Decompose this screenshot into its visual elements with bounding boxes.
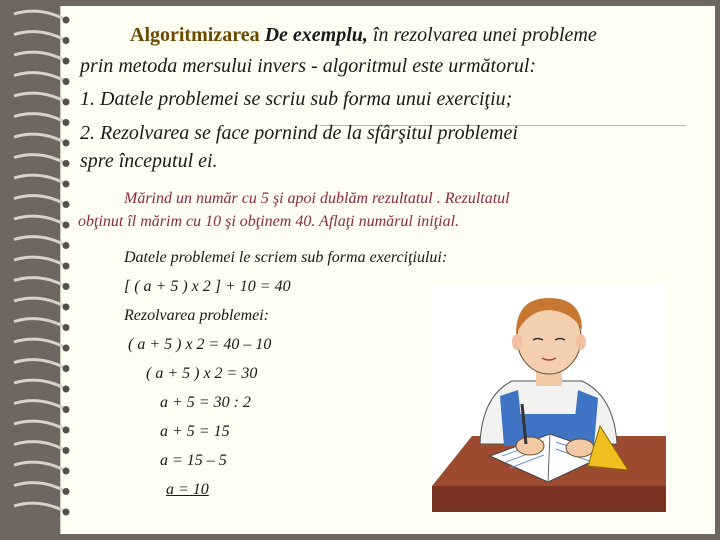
spiral-hole xyxy=(63,99,70,106)
spiral-hole xyxy=(63,140,70,147)
spiral-hole xyxy=(63,78,70,85)
spiral-ring xyxy=(14,73,66,82)
spiral-ring xyxy=(14,360,66,369)
spiral-binding-icon xyxy=(0,0,80,540)
spiral-ring xyxy=(14,175,66,184)
spiral-ring xyxy=(14,134,66,143)
spiral-hole xyxy=(63,119,70,126)
spiral-ring xyxy=(14,114,66,123)
step-2-line: 2. Rezolvarea se face pornind de la sfârşitul problemei xyxy=(80,122,518,144)
spiral-ring xyxy=(14,462,66,471)
spiral-hole xyxy=(63,201,70,208)
spiral-ring xyxy=(14,32,66,41)
spiral-ring xyxy=(14,216,66,225)
spiral-hole xyxy=(63,345,70,352)
step-1-line: 1. Datele problemei se scriu sub forma unui exerciţiu; xyxy=(80,88,513,110)
solution-step-2: ( a + 5 ) x 2 = 30 xyxy=(146,365,258,382)
spiral-ring xyxy=(14,421,66,430)
spiral-hole xyxy=(63,58,70,65)
spiral-ring xyxy=(14,196,66,205)
problem-line-2: obţinut îl mărim cu 10 şi obţinem 40. Aflaţi numărul iniţial. xyxy=(78,213,460,230)
solution-step-1: ( a + 5 ) x 2 = 40 – 10 xyxy=(128,336,272,353)
solution-heading: Rezolvarea problemei: xyxy=(124,307,269,324)
spiral-hole xyxy=(63,427,70,434)
spiral-hole xyxy=(63,181,70,188)
spiral-hole xyxy=(63,283,70,290)
solution-exercise: [ ( a + 5 ) x 2 ] + 10 = 40 xyxy=(124,278,291,295)
spiral-hole xyxy=(63,222,70,229)
spiral-ring xyxy=(14,52,66,61)
solution-step-5: a = 15 – 5 xyxy=(160,452,227,469)
spiral-hole xyxy=(63,488,70,495)
solution-intro: Datele problemei le scriem sub forma exerciţiului: xyxy=(124,249,448,266)
spiral-ring xyxy=(14,278,66,287)
spiral-hole xyxy=(63,304,70,311)
step-2-continued-line: spre începutul ei. xyxy=(80,150,218,172)
spiral-hole xyxy=(63,447,70,454)
spiral-ring xyxy=(14,257,66,266)
heading-line xyxy=(130,24,597,47)
spiral-hole xyxy=(63,263,70,270)
spiral-hole xyxy=(63,406,70,413)
spiral-ring xyxy=(14,380,66,389)
heading-algoritmizarea: Algoritmizarea xyxy=(130,24,260,46)
spiral-ring xyxy=(14,11,66,20)
heading-de-exemplu: De exemplu, xyxy=(264,24,368,46)
spiral-ring xyxy=(14,401,66,410)
spiral-hole xyxy=(63,386,70,393)
spiral-hole xyxy=(63,324,70,331)
solution-step-3: a + 5 = 30 : 2 xyxy=(160,394,251,411)
spiral-ring xyxy=(14,237,66,246)
method-line: prin metoda mersului invers - algoritmul este următorul: xyxy=(80,55,537,77)
problem-line-1: Mărind un număr cu 5 şi apoi dublăm rezultatul . Rezultatul xyxy=(124,190,510,207)
spiral-ring xyxy=(14,155,66,164)
spiral-ring xyxy=(14,442,66,451)
solution-step-4: a + 5 = 15 xyxy=(160,423,230,440)
spiral-hole xyxy=(63,468,70,475)
spiral-hole xyxy=(63,365,70,372)
spiral-hole xyxy=(63,242,70,249)
solution-answer: a = 10 xyxy=(166,481,209,498)
spiral-ring xyxy=(14,503,66,512)
spiral-hole xyxy=(63,17,70,24)
spiral-ring xyxy=(14,298,66,307)
spiral-hole xyxy=(63,160,70,167)
boy-writing-illustration xyxy=(432,286,666,512)
spiral-hole xyxy=(63,37,70,44)
spiral-hole xyxy=(63,509,70,516)
spiral-ring xyxy=(14,93,66,102)
spiral-ring xyxy=(14,483,66,492)
spiral-ring xyxy=(14,319,66,328)
heading-rest: în rezolvarea unei probleme xyxy=(367,24,597,46)
spiral-ring xyxy=(14,339,66,348)
